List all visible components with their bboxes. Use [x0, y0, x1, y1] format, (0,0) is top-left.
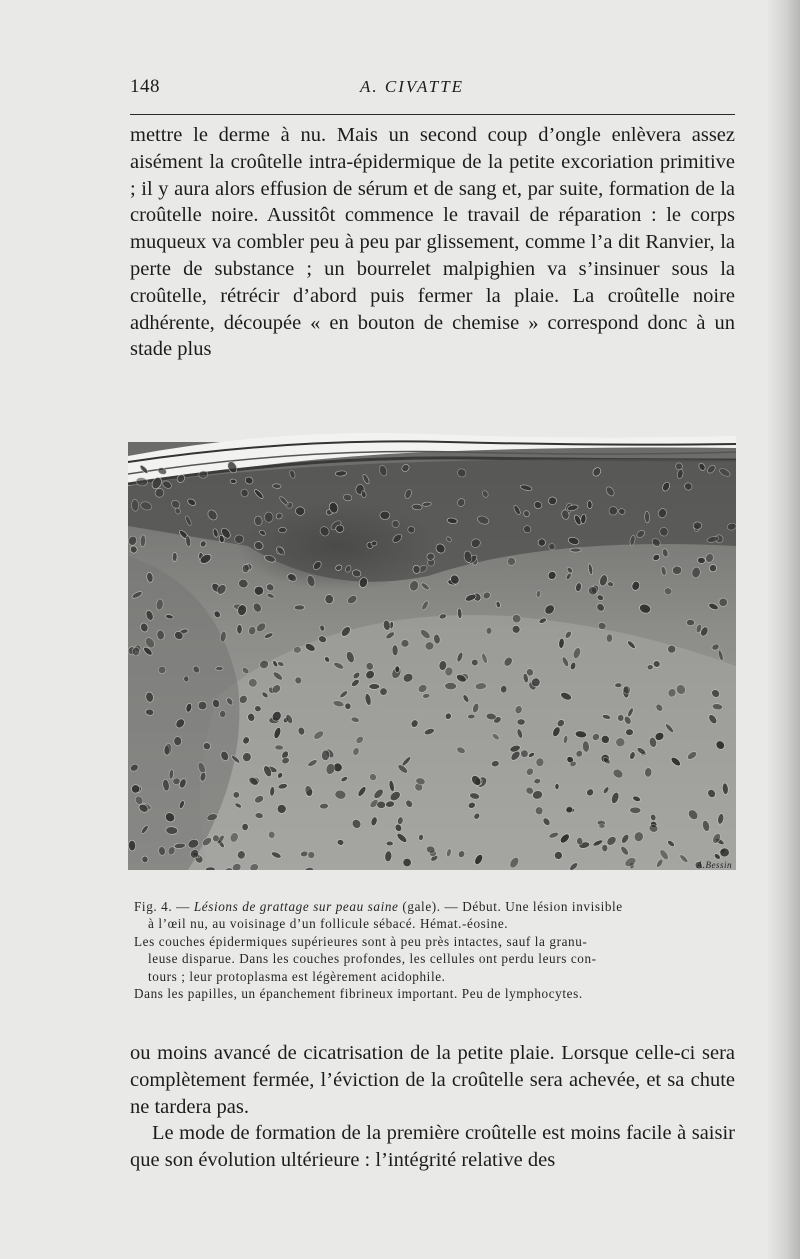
page-number: 148: [130, 76, 160, 97]
cell-nucleus: [335, 525, 344, 533]
cell-nucleus: [697, 557, 705, 564]
cell-nucleus: [548, 497, 556, 505]
cell-nucleus: [676, 463, 683, 470]
cell-nucleus: [128, 840, 136, 851]
cell-nucleus: [140, 535, 146, 547]
caption-line-5: tours ; leur protoplasma est légèrement acidophile.: [148, 968, 446, 984]
cell-nucleus: [278, 527, 286, 533]
cell-nucleus: [264, 512, 273, 522]
cell-nucleus: [345, 703, 351, 710]
cell-nucleus: [576, 837, 583, 845]
cell-nucleus: [602, 844, 609, 852]
header-rule: [130, 114, 735, 115]
cell-nucleus: [325, 594, 334, 604]
cell-nucleus: [615, 683, 622, 688]
cell-nucleus: [275, 745, 284, 751]
cell-nucleus: [395, 666, 400, 673]
figure-caption: [134, 898, 734, 1002]
caption-line-1: [134, 898, 734, 915]
cell-nucleus: [293, 646, 301, 653]
cell-nucleus: [172, 552, 177, 561]
cell-nucleus: [626, 729, 634, 736]
cell-nucleus: [667, 645, 676, 653]
cell-nucleus: [709, 564, 717, 572]
caption-line-4: leuse disparue. Dans les couches profondes, les cellules ont perdu leurs con-: [148, 951, 597, 967]
cell-nucleus: [145, 709, 154, 716]
body-paragraph-3: Le mode de formation de la première croûtelle est moins facile à saisir que son évolution ultérieure : l’intégrité relative des: [130, 1122, 735, 1171]
cell-nucleus: [268, 831, 275, 839]
cell-nucleus: [242, 823, 249, 831]
cell-nucleus: [445, 682, 457, 689]
cell-nucleus: [230, 479, 237, 484]
running-title: A. CIVATTE: [360, 77, 465, 96]
cell-nucleus: [335, 471, 347, 477]
cell-nucleus: [587, 501, 592, 509]
body-paragraph-2: ou moins avancé de cicatrisation de la petite plaie. Lorsque celle-ci sera complètement fermée, l’éviction de la croûtelle sera achevée, et sa chute ne tardera pas.: [130, 1042, 735, 1118]
cell-nucleus: [198, 701, 207, 710]
cell-nucleus: [237, 624, 243, 634]
cell-nucleus: [536, 758, 545, 767]
cell-nucleus: [319, 803, 328, 809]
page-edge-shadow: [766, 0, 800, 1259]
cell-nucleus: [132, 647, 140, 656]
body-paragraph-1: mettre le derme à nu. Mais un second coup d’ongle enlèvera assez aisément la croûtelle intra-épidermique de la petite excoriation primitive ; il y aura alors effusion de sérum et de sang et, par suite, formation de la croûtelle noire. Aussitôt commence le travail de réparation : le corps muqueux va combler peu à peu par glissement, comme l’a dit Ranvier, la perte de substance ; un bourrelet malpighien va s’insinuer sous la croûtelle, rétrécir d’abord puis fermer la plaie. La croûtelle noire adhérente, découpée « en bouton de chemise » correspond donc à un stade plus: [130, 124, 735, 361]
cell-nucleus: [183, 676, 189, 682]
cell-nucleus: [720, 848, 730, 858]
caption-line-2: à l’œil nu, au voisinage d’un follicule sébacé. Hémat.-éosine.: [148, 916, 509, 932]
cell-nucleus: [392, 645, 398, 656]
cell-nucleus: [174, 736, 182, 745]
cell-nucleus: [380, 511, 390, 519]
cell-nucleus: [617, 714, 624, 722]
cell-nucleus: [517, 719, 525, 725]
cell-nucleus: [606, 634, 613, 643]
illustrator-signature: A.Bessin: [696, 860, 732, 870]
histology-illustration: [128, 426, 736, 870]
caption-fig-title: Lésions de grattage sur peau saine: [193, 899, 399, 914]
cell-nucleus: [599, 824, 605, 828]
cell-nucleus: [629, 807, 641, 814]
histology-figure: [128, 426, 736, 870]
cell-nucleus: [294, 605, 304, 610]
cell-nucleus: [386, 841, 393, 846]
cell-nucleus: [693, 522, 702, 530]
cell-nucleus: [686, 619, 694, 626]
caption-fig-label: Fig. 4. —: [134, 899, 194, 914]
cell-nucleus: [500, 685, 507, 693]
cell-nucleus: [570, 548, 581, 552]
cell-nucleus: [206, 867, 216, 870]
cell-nucleus: [216, 666, 224, 670]
cell-nucleus: [377, 801, 386, 809]
cell-nucleus: [213, 835, 220, 842]
cell-nucleus: [555, 783, 559, 789]
cell-nucleus: [369, 684, 380, 690]
running-header: [130, 76, 735, 102]
cell-nucleus: [219, 710, 226, 718]
cell-nucleus: [644, 511, 649, 523]
cell-nucleus: [467, 714, 475, 719]
cell-nucleus: [403, 858, 411, 866]
caption-line-6: Dans les papilles, un épanchement fibrineux important. Peu de lymphocytes.: [134, 986, 583, 1002]
cell-nucleus: [158, 666, 167, 674]
caption-line-3: Les couches épidermiques supérieures sont à peu près intactes, sauf la granu-: [134, 933, 588, 949]
caption-title-suffix: (gale). — Début. Une lésion invisible: [398, 899, 623, 914]
